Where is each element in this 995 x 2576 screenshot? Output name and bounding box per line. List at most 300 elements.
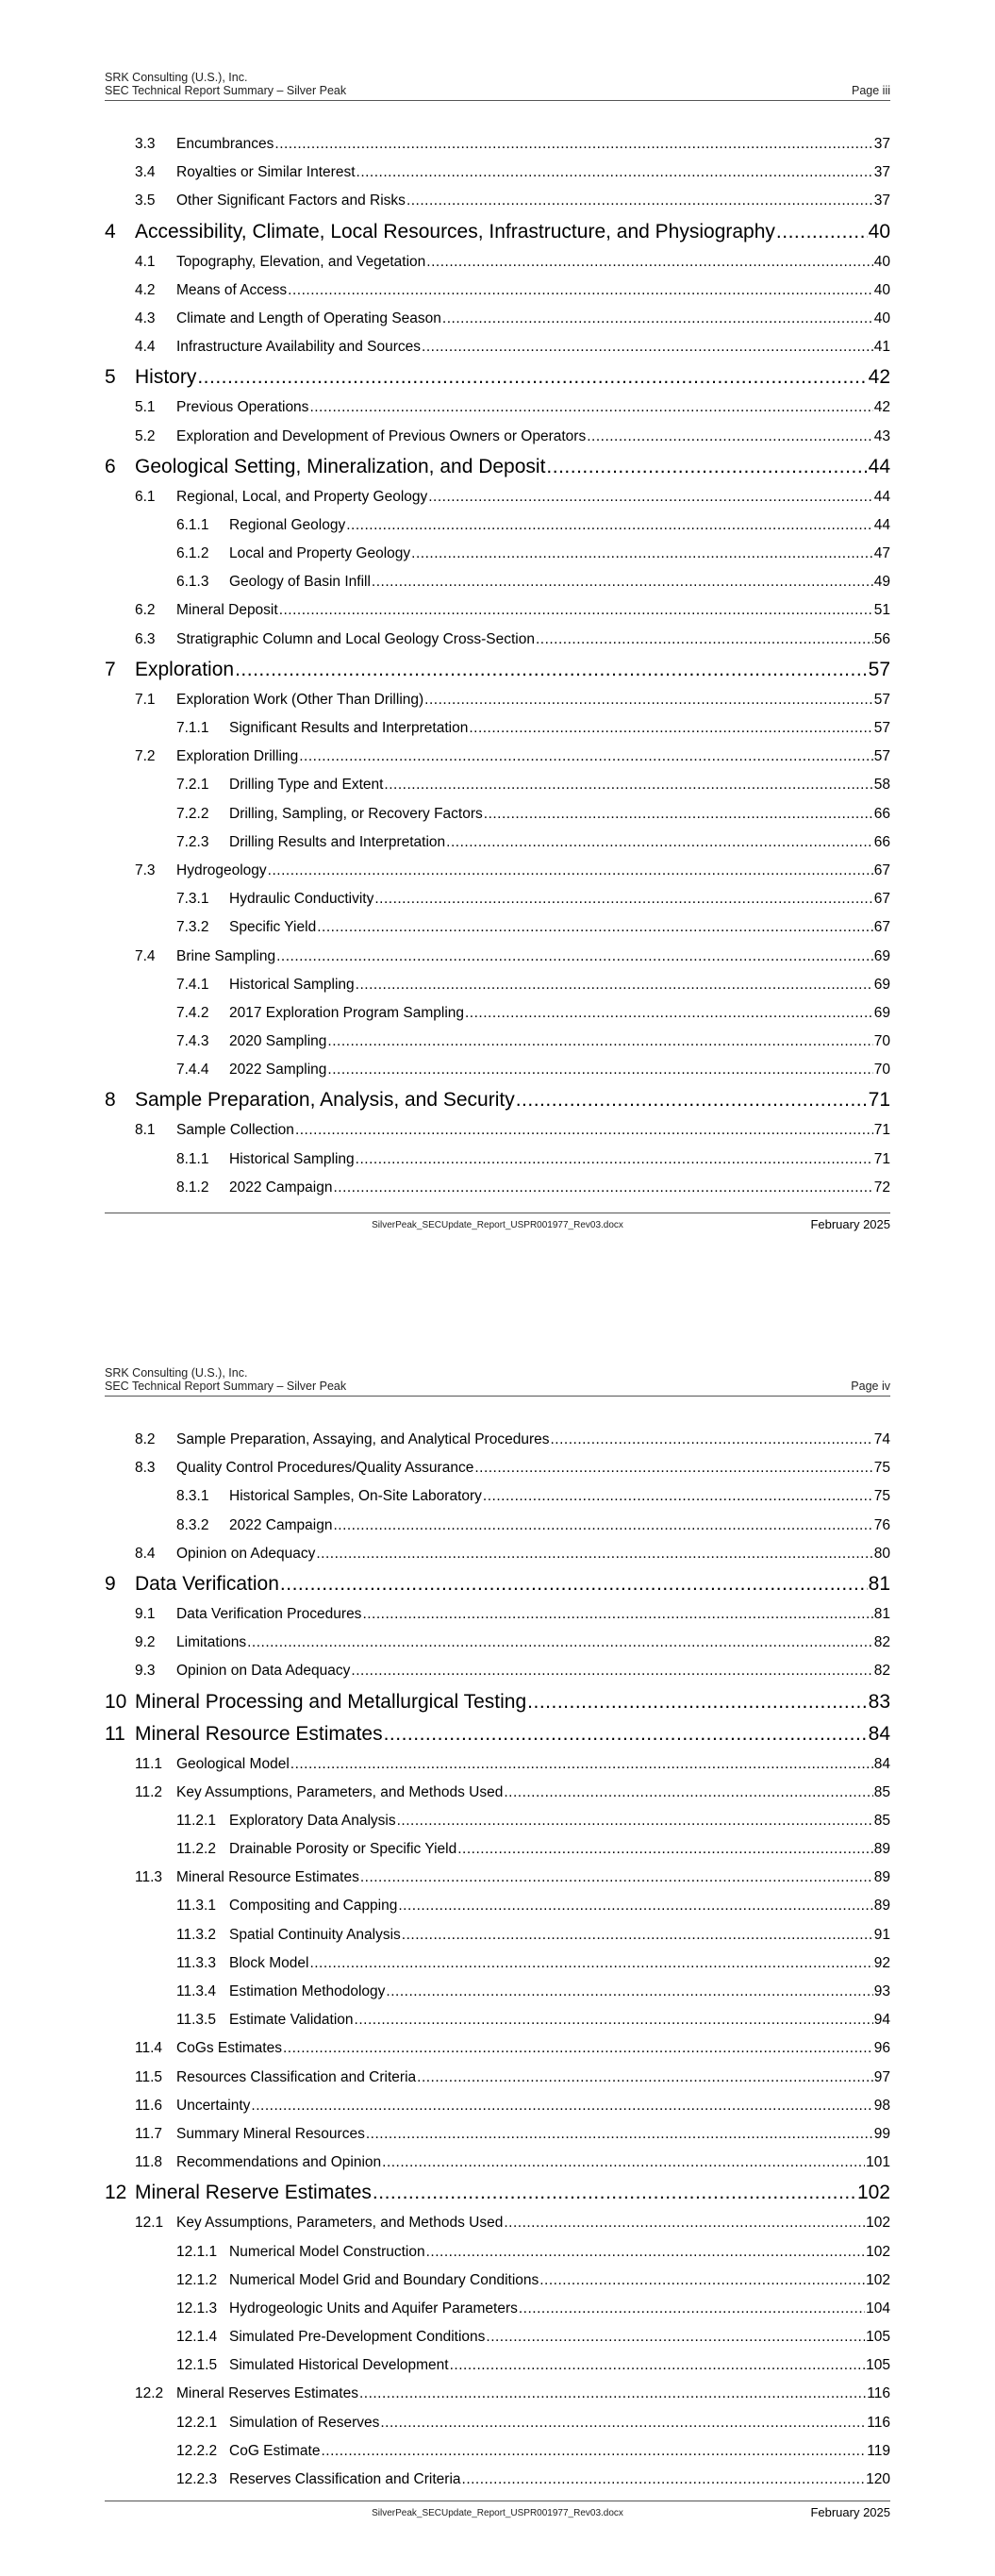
toc-entry[interactable] [105,1146,890,1174]
toc-entry-title: Mineral Resource Estimates [176,1869,359,1886]
toc-entry-page: 71 [868,1089,890,1112]
toc-entry-number: 11.2 [135,1783,163,1800]
toc-entry-page: 69 [873,976,890,993]
toc-entry-number: 6.1.2 [176,545,209,562]
toc-entry-title: Mineral Reserve Estimates [135,2182,372,2204]
toc-dot-leader [362,1600,872,1629]
toc-entry-number: 11.3 [135,1869,163,1886]
page-footer [105,2501,890,2524]
toc-entry-title: Drilling Type and Extent [229,777,384,794]
toc-entry-page: 101 [866,2154,890,2171]
toc-entry-number: 7.3 [135,861,156,878]
toc-dot-leader [426,248,872,276]
toc-dot-leader [550,1426,872,1454]
header-company: SRK Consulting (U.S.), Inc. [105,1366,248,1380]
toc-entry[interactable] [105,1056,890,1084]
toc-entry-page: 70 [873,1033,890,1050]
toc-entry[interactable] [105,2064,890,2092]
toc-dot-leader [776,216,868,248]
toc-entry[interactable] [105,305,890,333]
toc-dot-leader [372,568,873,596]
toc-entry[interactable] [105,913,890,942]
toc-entry-page: 47 [873,545,890,562]
toc-entry[interactable] [105,2466,890,2494]
toc-dot-leader [279,596,873,625]
toc-entry-number: 11.3.4 [176,1983,216,1999]
toc-dot-leader [446,828,873,857]
toc-entry-page: 37 [873,164,890,181]
toc-entry[interactable] [105,511,890,540]
toc-entry-title: 2020 Sampling [229,1033,327,1050]
toc-entry-number: 11.5 [135,2068,163,2085]
toc-entry-page: 92 [873,1954,890,1971]
toc-entry-page: 70 [873,1062,890,1079]
toc-entry[interactable] [105,1482,890,1511]
toc-dot-leader [356,971,873,999]
toc-entry-page: 83 [868,1690,890,1713]
toc-dot-leader [424,686,873,714]
toc-entry-page: 75 [873,1488,890,1505]
toc-entry[interactable] [105,2149,890,2177]
page-header [105,1366,890,1393]
toc-entry-number: 7.2.2 [176,805,209,822]
toc-entry-page: 102 [866,2271,890,2288]
toc-entry[interactable] [105,451,890,483]
toc-entry-title: Sample Preparation, Analysis, and Security [135,1089,515,1112]
toc-entry[interactable] [105,1718,890,1750]
toc-dot-leader [268,857,873,885]
toc-entry-number: 12.1.5 [176,2357,218,2374]
toc-entry[interactable] [105,2351,890,2380]
header-rule [105,1396,890,1397]
toc-entry-page: 74 [873,1431,890,1447]
toc-entry[interactable] [105,714,890,743]
toc-dot-leader [504,1779,872,1807]
toc-entry[interactable] [105,393,890,422]
toc-entry-number: 11.2.1 [176,1812,216,1829]
toc-entry-number: 12.1 [135,2215,164,2232]
toc-entry-page: 99 [873,2125,890,2142]
toc-entry[interactable] [105,743,890,771]
toc-entry-page: 102 [856,2182,890,2204]
toc-entry-title: CoG Estimate [229,2442,321,2459]
toc-entry-title: Hydrogeologic Units and Aquifer Parameters [229,2300,518,2317]
toc-entry-page: 89 [873,1841,890,1858]
toc-entry-number: 8.4 [135,1545,156,1562]
toc-dot-leader [351,1657,872,1685]
toc-dot-leader [398,1892,872,1920]
toc-entry-number: 3.4 [135,164,156,181]
toc-entry[interactable] [105,361,890,393]
toc-entry-number: 6 [105,455,116,477]
toc-entry-number: 9.3 [135,1663,156,1680]
toc-entry-number: 4.4 [135,339,156,356]
toc-entry[interactable] [105,828,890,857]
toc-entry-title: 2022 Sampling [229,1062,327,1079]
toc-entry-title: Regional Geology [229,516,346,533]
toc-entry-title: Geology of Basin Infill [229,574,371,591]
toc-entry-number: 6.1.3 [176,574,209,591]
toc-entry[interactable] [105,999,890,1028]
toc-entry-page: 96 [873,2040,890,2057]
toc-entry-page: 91 [873,1926,890,1943]
toc-dot-leader [382,2149,865,2177]
toc-entry[interactable] [105,1084,890,1116]
toc-entry-title: Exploration Drilling [176,748,299,765]
toc-entry-page: 57 [873,691,890,708]
toc-entry-page: 69 [873,1004,890,1021]
toc-entry-page: 67 [873,861,890,878]
toc-entry-title: Exploratory Data Analysis [229,1812,396,1829]
toc-entry-page: 98 [873,2097,890,2114]
toc-entry[interactable] [105,1540,890,1568]
toc-entry-page: 67 [873,891,890,908]
toc-entry-number: 7.4.1 [176,976,209,993]
toc-dot-leader [426,2238,866,2267]
toc-entry-title: Spatial Continuity Analysis [229,1926,401,1943]
header-rule [105,100,890,101]
toc-entry-number: 7.3.2 [176,919,209,936]
toc-entry-title: Hydraulic Conductivity [229,891,374,908]
toc-entry-number: 3.5 [135,192,156,209]
toc-dot-leader [290,1750,873,1779]
toc-entry-page: 93 [873,1983,890,1999]
toc-entry-page: 37 [873,136,890,152]
toc-entry-title: Means of Access [176,281,288,298]
toc-entry[interactable] [105,1512,890,1540]
toc-entry-title: Stratigraphic Column and Local Geology Cross-Section [176,630,535,647]
toc-entry-number: 9.2 [135,1634,156,1651]
toc-dot-leader [316,1540,872,1568]
toc-entry[interactable] [105,2323,890,2351]
toc-entry-title: Topography, Elevation, and Vegetation [176,253,426,270]
toc-entry-title: Accessibility, Climate, Local Resources, Infrastructure, and Physiography [135,220,775,243]
toc-dot-leader [587,423,873,451]
toc-entry[interactable] [105,1174,890,1202]
toc-entry-page: 81 [868,1572,890,1595]
toc-dot-leader [280,1568,868,1600]
toc-entry[interactable] [105,1600,890,1629]
toc-entry[interactable] [105,1116,890,1145]
toc-entry-number: 9.1 [135,1605,156,1622]
toc-entry-number: 5 [105,366,116,389]
toc-entry-number: 8.1.1 [176,1150,209,1167]
toc-entry[interactable] [105,483,890,511]
toc-entry-page: 105 [866,2329,890,2346]
toc-entry-title: Resources Classification and Criteria [176,2068,417,2085]
toc-entry-page: 71 [873,1122,890,1139]
toc-entry[interactable] [105,2295,890,2323]
toc-entry-number: 7.2.1 [176,777,209,794]
toc-entry[interactable] [105,943,890,971]
toc-entry[interactable] [105,654,890,686]
toc-entry-number: 8 [105,1089,116,1112]
toc-entry[interactable] [105,771,890,799]
toc-entry-page: 69 [873,947,890,964]
header-report-title: SEC Technical Report Summary – Silver Peak [105,1380,347,1393]
toc-dot-leader [484,800,873,828]
toc-entry-title: Historical Samples, On-Site Laboratory [229,1488,482,1505]
toc-entry[interactable] [105,187,890,215]
toc-entry-title: Infrastructure Availability and Sources [176,339,422,356]
toc-dot-leader [483,1482,873,1511]
toc-entry-page: 82 [873,1634,890,1651]
toc-dot-leader [247,1629,873,1657]
toc-entry-title: Hydrogeology [176,861,267,878]
toc-entry-number: 7.1 [135,691,156,708]
toc-entry-title: Compositing and Capping [229,1898,398,1915]
toc-entry-title: Estimate Validation [229,2012,354,2029]
page-footer [105,1213,890,1236]
header-page-label: Page iii [852,84,890,97]
toc-entry-number: 12.1.3 [176,2300,218,2317]
toc-entry-page: 71 [873,1150,890,1167]
toc-dot-leader [450,2351,866,2380]
toc-entry-page: 44 [873,488,890,505]
toc-dot-leader [327,1028,872,1056]
toc-entry-number: 11.4 [135,2040,163,2057]
toc-entry-page: 76 [873,1516,890,1533]
toc-entry-number: 11.3.3 [176,1954,216,1971]
toc-entry[interactable] [105,1657,890,1685]
toc-entry-number: 12.2 [135,2385,164,2402]
toc-entry[interactable] [105,1629,890,1657]
toc-entry-title: Limitations [176,1634,247,1651]
toc-entry[interactable] [105,2120,890,2149]
header-company: SRK Consulting (U.S.), Inc. [105,71,248,84]
toc-entry-page: 40 [873,281,890,298]
toc-entry-number: 12.2.2 [176,2442,218,2459]
toc-entry-title: Regional, Local, and Property Geology [176,488,428,505]
toc-entry-title: Mineral Processing and Metallurgical Testing [135,1690,527,1713]
toc-entry-page: 51 [873,602,890,619]
toc-dot-leader [235,654,868,686]
toc-entry[interactable] [105,423,890,451]
toc-entry[interactable] [105,1686,890,1718]
toc-dot-leader [469,714,872,743]
toc-entry-number: 11.3.2 [176,1926,216,1943]
toc-entry-number: 8.3.2 [176,1516,209,1533]
toc-entry[interactable] [105,857,890,885]
toc-entry[interactable] [105,2006,890,2034]
toc-dot-leader [442,305,873,333]
toc-entry[interactable] [105,159,890,187]
toc-entry[interactable] [105,1454,890,1482]
toc-entry[interactable] [105,2177,890,2209]
toc-dot-leader [317,913,873,942]
toc-entry-number: 7 [105,658,116,680]
toc-entry[interactable] [105,885,890,913]
toc-entry-title: Drilling, Sampling, or Recovery Factors [229,805,483,822]
toc-entry[interactable] [105,1921,890,1949]
toc-entry-number: 6.1 [135,488,156,505]
toc-dot-leader [486,2323,865,2351]
footer-filename: SilverPeak_SECUpdate_Report_USPR001977_Rev03.docx [372,2508,623,2518]
toc-entry-page: 37 [873,192,890,209]
toc-dot-leader [422,333,873,361]
toc-entry[interactable] [105,971,890,999]
toc-entry-title: Other Significant Factors and Risks [176,192,406,209]
toc-entry-title: Quality Control Procedures/Quality Assurance [176,1460,474,1477]
toc-entry-page: 67 [873,919,890,936]
toc-entry-title: Mineral Resource Estimates [135,1722,383,1745]
toc-entry[interactable] [105,1426,890,1454]
toc-entry-title: Data Verification [135,1572,279,1595]
toc-entry-title: History [135,366,197,389]
table-of-contents [105,130,890,1202]
toc-entry[interactable] [105,1568,890,1600]
toc-entry-title: Drilling Results and Interpretation [229,833,446,850]
toc-entry-number: 7.4.4 [176,1062,209,1079]
toc-entry-title: Simulated Pre-Development Conditions [229,2329,486,2346]
toc-entry-page: 102 [866,2243,890,2260]
toc-entry[interactable] [105,2267,890,2295]
toc-dot-leader [333,1512,872,1540]
toc-entry[interactable] [105,130,890,159]
toc-entry-page: 81 [873,1605,890,1622]
toc-dot-leader [402,1921,873,1949]
toc-entry-page: 105 [866,2357,890,2374]
toc-dot-leader [536,626,873,654]
toc-entry-number: 7.4.2 [176,1004,209,1021]
toc-entry-number: 8.3 [135,1460,156,1477]
toc-entry-number: 4.2 [135,281,156,298]
table-of-contents [105,1426,890,2494]
toc-entry-page: 104 [866,2300,890,2317]
toc-entry[interactable] [105,333,890,361]
toc-entry[interactable] [105,1949,890,1978]
toc-entry-number: 11.7 [135,2125,163,2142]
toc-entry[interactable] [105,686,890,714]
toc-entry-page: 82 [873,1663,890,1680]
toc-entry[interactable] [105,248,890,276]
toc-dot-leader [356,1146,873,1174]
toc-entry-page: 40 [873,309,890,326]
toc-entry-number: 7.3.1 [176,891,209,908]
toc-entry[interactable] [105,276,890,305]
toc-entry-title: Uncertainty [176,2097,251,2114]
toc-dot-leader [360,1864,873,1892]
toc-entry-title: 2022 Campaign [229,1179,333,1196]
toc-entry-title: Sample Collection [176,1122,294,1139]
toc-entry[interactable] [105,2092,890,2120]
toc-entry-title: Opinion on Data Adequacy [176,1663,351,1680]
toc-entry-number: 12.1.1 [176,2243,218,2260]
toc-entry-number: 7.4.3 [176,1033,209,1050]
toc-entry-title: Royalties or Similar Interest [176,164,356,181]
toc-entry[interactable] [105,1835,890,1864]
toc-entry[interactable] [105,1978,890,2006]
toc-entry-number: 5.1 [135,399,156,416]
toc-dot-leader [288,276,873,305]
toc-entry-number: 8.3.1 [176,1488,209,1505]
toc-entry-title: Numerical Model Construction [229,2243,425,2260]
toc-dot-leader [321,2437,866,2466]
toc-entry-title: Geological Setting, Mineralization, and Deposit [135,455,546,477]
toc-entry-number: 11.1 [135,1755,163,1772]
toc-dot-leader [373,2177,856,2209]
toc-entry-title: Estimation Methodology [229,1983,386,1999]
toc-entry[interactable] [105,1864,890,1892]
toc-dot-leader [283,2034,873,2063]
toc-entry-page: 42 [868,366,890,389]
toc-entry[interactable] [105,2209,890,2237]
header-report-title: SEC Technical Report Summary – Silver Peak [105,84,347,97]
toc-entry-title: Mineral Deposit [176,602,278,619]
toc-entry-page: 66 [873,833,890,850]
toc-entry-page: 40 [873,253,890,270]
toc-entry[interactable] [105,626,890,654]
toc-entry-title: Historical Sampling [229,1150,355,1167]
toc-entry-page: 97 [873,2068,890,2085]
toc-entry[interactable] [105,1028,890,1056]
toc-entry-title: Previous Operations [176,399,309,416]
toc-entry[interactable] [105,540,890,568]
toc-entry-title: Key Assumptions, Parameters, and Methods Used [176,1783,504,1800]
toc-entry-title: Recommendations and Opinion [176,2154,382,2171]
toc-entry-page: 85 [873,1783,890,1800]
toc-entry[interactable] [105,2238,890,2267]
toc-dot-leader [546,451,867,483]
toc-entry-number: 11.3.1 [176,1898,216,1915]
toc-dot-leader [274,130,872,159]
toc-entry[interactable] [105,1750,890,1779]
toc-dot-leader [428,483,873,511]
toc-dot-leader [309,393,872,422]
toc-entry-page: 119 [867,2442,890,2459]
toc-entry[interactable] [105,2034,890,2063]
toc-entry[interactable] [105,1807,890,1835]
toc-entry-page: 120 [866,2471,890,2487]
toc-entry-title: Exploration Work (Other Than Drilling) [176,691,424,708]
toc-entry-page: 43 [873,427,890,444]
toc-entry-number: 4.3 [135,309,156,326]
toc-dot-leader [380,2409,866,2437]
toc-entry-page: 72 [873,1179,890,1196]
toc-entry[interactable] [105,2409,890,2437]
toc-entry-page: 44 [873,516,890,533]
toc-entry-number: 12 [105,2182,127,2204]
toc-entry[interactable] [105,1892,890,1920]
toc-entry-title: Opinion on Adequacy [176,1545,316,1562]
toc-dot-leader [411,540,873,568]
toc-dot-leader [374,885,872,913]
toc-dot-leader [539,2267,865,2295]
toc-dot-leader [327,1056,872,1084]
toc-entry-number: 8.1 [135,1122,156,1139]
toc-entry[interactable] [105,2380,890,2408]
toc-entry[interactable] [105,596,890,625]
toc-entry-title: Numerical Model Grid and Boundary Conditions [229,2271,539,2288]
toc-entry-number: 8.1.2 [176,1179,209,1196]
toc-entry[interactable] [105,1779,890,1807]
toc-entry-page: 84 [868,1722,890,1745]
toc-entry-number: 8.2 [135,1431,156,1447]
toc-entry-page: 94 [873,2012,890,2029]
toc-dot-leader [386,1978,872,2006]
toc-dot-leader [406,187,873,215]
toc-entry[interactable] [105,800,890,828]
toc-entry[interactable] [105,216,890,248]
toc-entry[interactable] [105,2437,890,2466]
toc-entry[interactable] [105,568,890,596]
toc-entry-page: 58 [873,777,890,794]
toc-entry-page: 116 [867,2414,890,2431]
toc-entry-title: Simulation of Reserves [229,2414,380,2431]
toc-entry-title: CoGs Estimates [176,2040,282,2057]
toc-entry-page: 57 [868,658,890,680]
toc-entry-number: 12.2.3 [176,2471,218,2487]
